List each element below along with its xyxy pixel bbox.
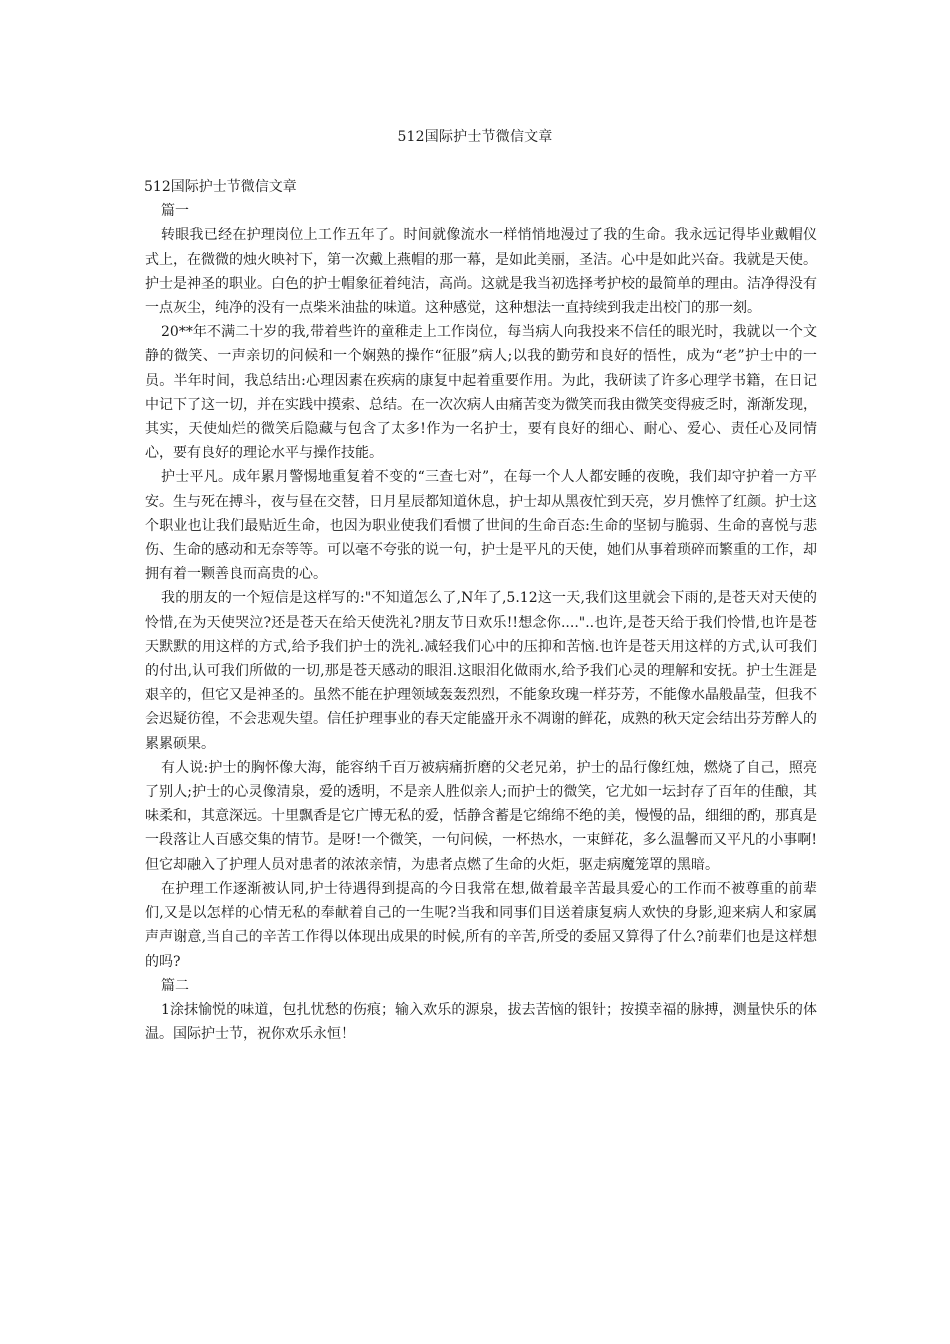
section-heading-1: 篇一 bbox=[161, 203, 189, 220]
paragraph: 我的朋友的一个短信是这样写的:"不知道怎么了,N年了,5.12这一天,我们这里就会下雨的,是苍天对天使的怜惜,在为天使哭泣?还是苍天在给天使洗礼?朋友节日欢乐!!想念你...."..也许,是苍天给于我们怜惜,也许是苍天默默的用这样的方式,给予我们护士的洗礼.减轻我们心中的压抑和苦恼.也许是苍天用这样的方式,认可我们的付出,认可我们所做的一切,那是苍天感动的眼泪.这眼泪化做雨水,给予我们心灵的理解和安抚。护士生涯是艰辛的，但它又是神圣的。虽然不能在护理领域轰轰烈烈，不能象玫瑰一样芬芳，不能像水晶般晶莹，但我不会迟疑彷徨，不会悲观失望。信任护理事业的春天定能盛开永不凋谢的鲜花，成熟的秋天定会结出芬芳醉人的累累硕果。 bbox=[145, 590, 817, 752]
paragraph: 1涂抹愉悦的味道，包扎忧愁的伤痕；输入欢乐的源泉，拔去苦恼的银针；按摸幸福的脉搏，测量快乐的体温。国际护士节，祝你欢乐永恒！ bbox=[145, 1001, 817, 1043]
paragraph: 转眼我已经在护理岗位上工作五年了。时间就像流水一样悄悄地漫过了我的生命。我永远记得毕业戴帽仪式上，在微微的烛火映衬下，第一次戴上燕帽的那一幕，是如此美丽，圣洁。心中是如此兴奋。我就是天使。护士是神圣的职业。白色的护士帽象征着纯洁，高尚。这就是我当初选择考护校的最简单的理由。洁净得没有一点灰尘，纯净的没有一点柴米油盐的味道。这种感觉，这种想法一直持续到我走出校门的那一刻。 bbox=[145, 227, 817, 317]
page-title: 512国际护士节微信文章 bbox=[397, 129, 553, 145]
paragraph: 20**年不满二十岁的我,带着些许的童稚走上工作岗位，每当病人向我投来不信任的眼光时，我就以一个文静的微笑、一声亲切的问候和一个娴熟的操作“征服”病人;以我的勤劳和良好的悟性，成为“老”护士中的一员。半年时间，我总结出:心理因素在疾病的康复中起着重要作用。为此，我研读了许多心理学书籍，在日记中记下了这一切，并在实践中摸索、总结。在一次次病人由痛苦变为微笑而我由微笑变得疲乏时，渐渐发现，其实，天使灿烂的微笑后隐藏与包含了太多!作为一名护士，要有良好的细心、耐心、爱心、责任心及同情心，要有良好的理论水平与操作技能。 bbox=[145, 324, 817, 462]
document-subtitle: 512国际护士节微信文章 bbox=[144, 179, 297, 195]
paragraph: 在护理工作逐渐被认同,护士待遇得到提高的今日我常在想,做着最辛苦最具爱心的工作而不被尊重的前辈们,又是以怎样的心情无私的奉献着自己的一生呢?当我和同事们目送着康复病人欢快的身影,迎来病人和家属声声谢意,当自己的辛苦工作得以体现出成果的时候,所有的辛苦,所受的委屈又算得了什么?前辈们也是这样想的吗? bbox=[145, 880, 817, 970]
paragraph: 护士平凡。成年累月警惕地重复着不变的“三查七对”，在每一个人人都安睡的夜晚，我们却守护着一方平安。生与死在搏斗，夜与昼在交替，日月星辰都知道休息，护士却从黑夜忙到天亮，岁月憔悴了红颜。护士这个职业也让我们最贴近生命，也因为职业使我们看惯了世间的生命百态:生命的坚韧与脆弱、生命的喜悦与悲伤、生命的感动和无奈等等。可以毫不夸张的说一句，护士是平凡的天使，她们从事着琐碎而繁重的工作，却拥有着一颗善良而高贵的心。 bbox=[145, 469, 817, 583]
section-heading-2: 篇二 bbox=[161, 977, 189, 994]
paragraph: 有人说:护士的胸怀像大海，能容纳千百万被病痛折磨的父老兄弟，护士的品行像红烛，燃烧了自己，照亮了别人;护士的心灵像清泉，爱的透明，不是亲人胜似亲人;而护士的微笑，它尤如一坛封存了百年的佳酿，其味柔和，其意深远。十里飘香是它广博无私的爱，恬静含蓄是它绵绵不绝的美，慢慢的品，细细的酌，那真是一段落让人百感交集的情节。是呀!一个微笑，一句问候，一杯热水，一束鲜花，多么温馨而又平凡的小事啊!但它却融入了护理人员对患者的浓浓亲情，为患者点燃了生命的火炬，驱走病魔笼罩的黑暗。 bbox=[145, 759, 817, 873]
document-body bbox=[145, 175, 817, 1046]
